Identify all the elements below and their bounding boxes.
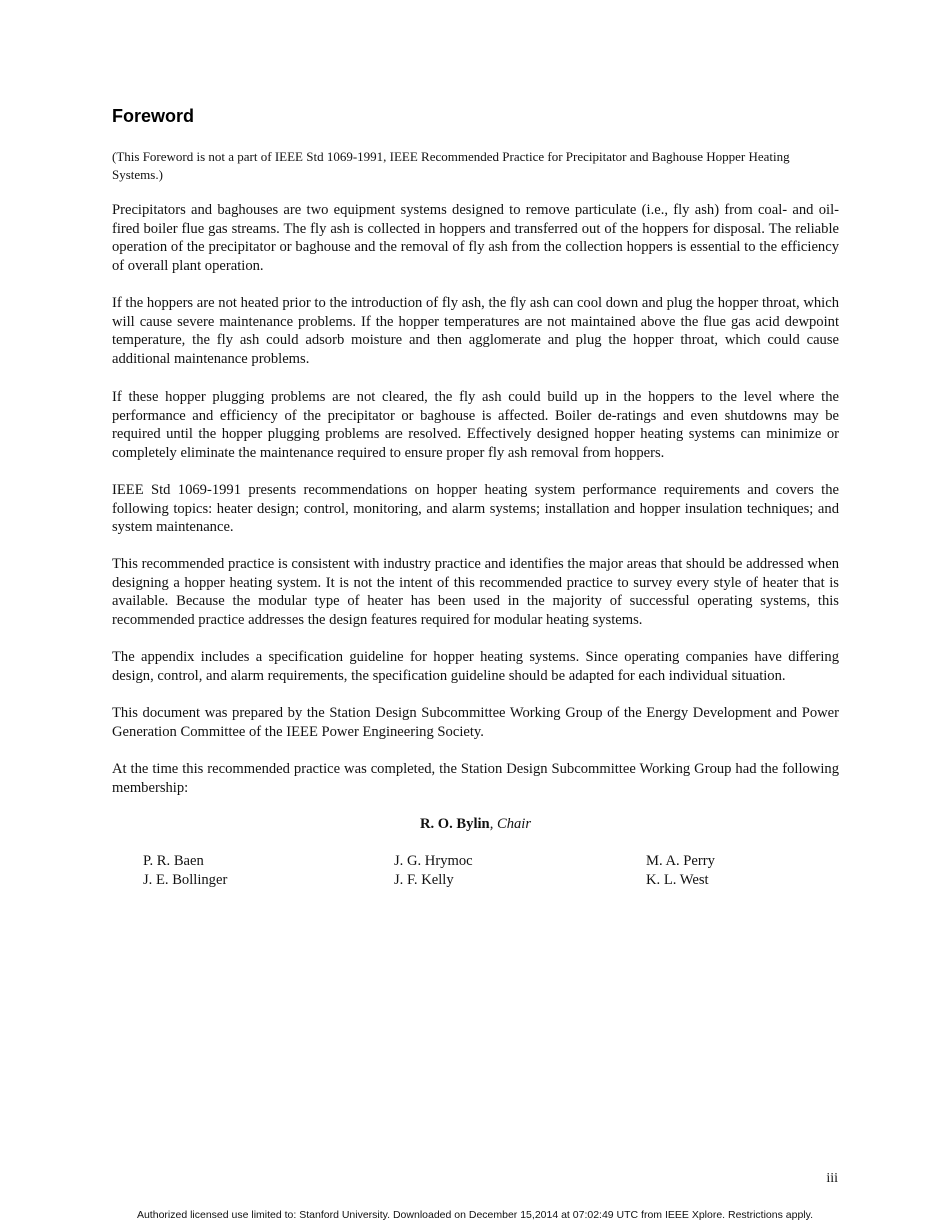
license-footer: Authorized licensed use limited to: Stanford University. Downloaded on December 15,2014 at 07:02:49 UTC from IEEE Xplore. Restrictions apply. [136,1209,814,1221]
foreword-note: (This Foreword is not a part of IEEE Std 1069-1991, IEEE Recommended Practice for Precipitator and Baghouse Hopper Heating Systems.) [112,149,790,182]
chair-name: R. O. Bylin [419,816,490,832]
paragraph-membership: At the time this recommended practice was completed, the Station Design Subcommittee Working Group had the following membership: [112,761,839,796]
member-name: P. R. Baen [143,853,204,869]
chair-line [112,816,839,833]
chair-title: , Chair [489,816,532,832]
foreword-heading: Foreword [112,106,195,126]
paragraph-plugging: If these hopper plugging problems are not cleared, the fly ash could build up in the hoppers to the level where the performance and efficiency of the precipitator or baghouse is affected. Boiler de-ratings and even shutdowns may be required until the hopper plugging problems are resolved. Effectively designed hopper heating systems can minimize or completely eliminate the maintenance required to ensure proper fly ash removal from hoppers. [112,389,839,462]
paragraph-appendix: The appendix includes a specification guideline for hopper heating systems. Since operating companies have differing design, control, and alarm requirements, the specification guideline should be adapted for each individual situation. [112,649,839,684]
member-name: K. L. West [646,872,709,888]
member-name: J. E. Bollinger [143,872,228,888]
member-column [143,852,373,890]
member-name: M. A. Perry [646,853,715,869]
paragraph-practice: This recommended practice is consistent with industry practice and identifies the major areas that should be addressed when designing a hopper heating system. It is not the intent of this recommended practice to survey every style of heater that is available. Because the modular type of heater has been used in the majority of successful operating systems, this recommended practice addresses the design features required for modular heating systems. [112,556,839,629]
paragraph-scope: IEEE Std 1069-1991 presents recommendations on hopper heating system performance requirements and covers the following topics: heater design; control, monitoring, and alarm systems; installation and hopper insulation techniques; and system maintenance. [112,482,839,536]
member-name: J. G. Hrymoc [394,853,473,869]
page-number: iii [826,1171,838,1186]
member-column [394,852,624,890]
member-name: J. F. Kelly [394,872,454,888]
member-column [646,852,876,890]
paragraph-preparation: This document was prepared by the Station Design Subcommittee Working Group of the Energy Development and Power Generation Committee of the IEEE Power Engineering Society. [112,705,839,740]
paragraph-heating-need: If the hoppers are not heated prior to the introduction of fly ash, the fly ash can cool down and plug the hopper throat, which will cause severe maintenance problems. If the hopper temperatures are not maintained above the flue gas acid dewpoint temperature, the fly ash could adsorb moisture and then agglomerate and plug the hopper throat, which could cause additional maintenance problems. [112,295,839,368]
paragraph-purpose: Precipitators and baghouses are two equipment systems designed to remove particulate (i.e., fly ash) from coal- and oil-fired boiler flue gas streams. The fly ash is collected in hoppers and transferred out of the hoppers for disposal. The reliable operation of the precipitator or baghouse and the removal of fly ash from the collection hoppers is essential to the efficiency of overall plant operation. [112,202,839,275]
